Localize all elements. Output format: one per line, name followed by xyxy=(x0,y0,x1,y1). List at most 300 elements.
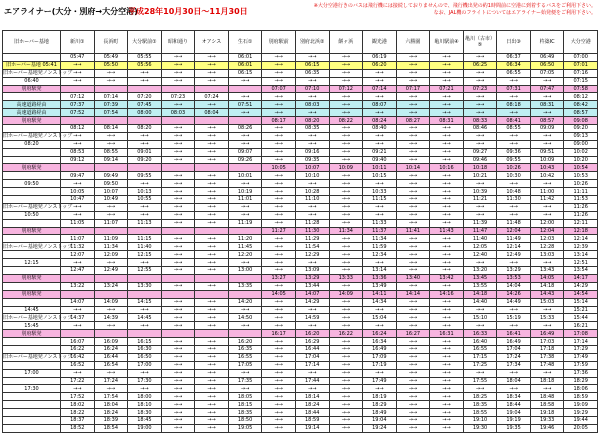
time-cell: →→ xyxy=(262,196,296,204)
time-cell xyxy=(94,117,128,125)
time-cell xyxy=(61,274,95,282)
time-cell xyxy=(61,290,95,298)
time-cell: →→ xyxy=(329,424,363,432)
row-label-cell: 高速道路経由 xyxy=(3,109,61,117)
time-cell: →→ xyxy=(262,77,296,85)
time-cell: 08:20 xyxy=(128,125,162,133)
time-cell: →→ xyxy=(262,306,296,314)
time-cell: →→ xyxy=(530,306,564,314)
time-cell: →→ xyxy=(396,361,430,369)
time-cell: 18:52 xyxy=(61,424,95,432)
time-cell: →→ xyxy=(262,211,296,219)
time-cell: →→ xyxy=(329,203,363,211)
time-cell: 11:45 xyxy=(228,243,262,251)
table-row xyxy=(3,416,598,424)
time-cell xyxy=(128,117,162,125)
time-cell: 18:59 xyxy=(564,393,598,401)
time-cell: →→ xyxy=(161,377,195,385)
time-cell: 06:20 xyxy=(363,61,397,69)
time-cell: →→ xyxy=(262,314,296,322)
time-cell: →→ xyxy=(430,259,464,267)
time-cell: 09:36 xyxy=(497,148,531,156)
time-cell: 14:26 xyxy=(497,290,531,298)
time-cell: →→ xyxy=(329,180,363,188)
row-label-cell: 08:20 xyxy=(3,140,61,148)
time-cell: →→ xyxy=(262,93,296,101)
time-cell: →→ xyxy=(497,369,531,377)
time-cell: →→ xyxy=(195,409,229,417)
time-cell: 18:39 xyxy=(94,416,128,424)
time-cell: 12:05 xyxy=(463,243,497,251)
time-cell: →→ xyxy=(430,211,464,219)
row-label-cell: 14:45 xyxy=(3,306,61,314)
time-cell: 09:20 xyxy=(128,156,162,164)
time-cell: 11:37 xyxy=(363,227,397,235)
time-cell: 18:30 xyxy=(128,409,162,417)
time-cell: →→ xyxy=(430,69,464,77)
time-cell: 11:00 xyxy=(530,188,564,196)
time-cell: →→ xyxy=(463,322,497,330)
time-cell: 13:44 xyxy=(295,282,329,290)
time-cell: 10:39 xyxy=(463,188,497,196)
time-cell: →→ xyxy=(396,251,430,259)
time-cell xyxy=(161,227,195,235)
time-cell: →→ xyxy=(61,180,95,188)
time-cell: 17:05 xyxy=(228,361,262,369)
time-cell: →→ xyxy=(262,369,296,377)
time-cell: →→ xyxy=(497,211,531,219)
time-cell: 18:54 xyxy=(94,424,128,432)
time-cell: 08:22 xyxy=(329,117,363,125)
time-cell: →→ xyxy=(463,369,497,377)
time-cell: 16:15 xyxy=(128,338,162,346)
time-cell: 09:14 xyxy=(94,156,128,164)
time-cell: 10:43 xyxy=(530,164,564,172)
time-cell xyxy=(195,274,229,282)
time-cell: →→ xyxy=(228,211,262,219)
time-cell: →→ xyxy=(530,211,564,219)
time-cell: 18:05 xyxy=(228,393,262,401)
time-cell: 16:35 xyxy=(228,345,262,353)
time-cell: 13:14 xyxy=(363,267,397,275)
time-cell: →→ xyxy=(262,156,296,164)
table-row xyxy=(3,235,598,243)
time-cell: →→ xyxy=(396,338,430,346)
time-cell: 16:54 xyxy=(94,361,128,369)
time-cell: 16:44 xyxy=(295,345,329,353)
time-cell: 13:53 xyxy=(497,274,531,282)
time-cell: →→ xyxy=(161,125,195,133)
time-cell: →→ xyxy=(329,251,363,259)
time-cell: 09:21 xyxy=(363,148,397,156)
time-cell: 12:14 xyxy=(497,243,531,251)
time-cell: 10:19 xyxy=(228,188,262,196)
time-cell: →→ xyxy=(329,282,363,290)
time-cell: 16:30 xyxy=(128,345,162,353)
row-label-cell xyxy=(3,148,61,156)
time-cell: →→ xyxy=(329,132,363,140)
time-cell: 14:14 xyxy=(396,290,430,298)
time-cell xyxy=(94,164,128,172)
time-cell xyxy=(128,85,162,93)
time-cell: 18:04 xyxy=(94,401,128,409)
time-cell: →→ xyxy=(262,140,296,148)
time-cell: 12:04 xyxy=(497,227,531,235)
time-cell: →→ xyxy=(61,132,95,140)
time-cell: 07:45 xyxy=(128,101,162,109)
time-cell: →→ xyxy=(262,298,296,306)
time-cell: →→ xyxy=(363,322,397,330)
time-cell: 17:14 xyxy=(295,361,329,369)
row-label-cell: 旧ホーバー基地発ノンストップ xyxy=(3,314,73,321)
time-cell: →→ xyxy=(262,361,296,369)
time-cell: →→ xyxy=(530,203,564,211)
time-cell: 16:20 xyxy=(295,330,329,338)
row-label-cell xyxy=(3,125,61,133)
time-cell: →→ xyxy=(128,322,162,330)
time-cell: 11:19 xyxy=(228,219,262,227)
time-cell: 14:29 xyxy=(295,298,329,306)
table-row xyxy=(3,203,598,211)
validity-period: 平成28年10月30日～11月30日 xyxy=(128,7,248,16)
time-cell: →→ xyxy=(161,361,195,369)
time-cell: 17:24 xyxy=(94,377,128,385)
time-cell: →→ xyxy=(195,298,229,306)
time-cell: →→ xyxy=(329,69,363,77)
table-row xyxy=(3,267,598,275)
time-cell: 15:14 xyxy=(564,298,598,306)
time-cell: →→ xyxy=(161,69,195,77)
time-cell: 11:15 xyxy=(363,196,397,204)
time-cell: 16:09 xyxy=(94,338,128,346)
time-cell: 11:07 xyxy=(94,219,128,227)
time-cell: 10:07 xyxy=(94,188,128,196)
time-cell: →→ xyxy=(430,101,464,109)
time-cell: 18:34 xyxy=(497,393,531,401)
time-cell xyxy=(228,117,262,125)
time-cell: →→ xyxy=(329,54,363,62)
time-cell: →→ xyxy=(430,267,464,275)
time-cell: 11:15 xyxy=(128,235,162,243)
time-cell: →→ xyxy=(195,416,229,424)
time-cell: →→ xyxy=(363,369,397,377)
time-cell: →→ xyxy=(94,306,128,314)
time-cell: →→ xyxy=(161,345,195,353)
time-cell xyxy=(94,227,128,235)
time-cell: →→ xyxy=(262,243,296,251)
time-cell: →→ xyxy=(61,385,95,393)
time-cell: 08:35 xyxy=(295,125,329,133)
time-cell: →→ xyxy=(329,77,363,85)
time-cell: →→ xyxy=(228,180,262,188)
time-cell: →→ xyxy=(463,93,497,101)
time-cell: →→ xyxy=(228,203,262,211)
time-cell: →→ xyxy=(161,385,195,393)
time-cell: 14:09 xyxy=(94,298,128,306)
time-cell: 17:08 xyxy=(564,330,598,338)
time-cell: 13:27 xyxy=(262,274,296,282)
time-cell: 07:52 xyxy=(61,109,95,117)
time-cell: 10:55 xyxy=(128,196,162,204)
time-cell: →→ xyxy=(195,140,229,148)
time-cell: →→ xyxy=(262,61,296,69)
time-cell: →→ xyxy=(228,385,262,393)
time-cell: 19:04 xyxy=(497,409,531,417)
time-cell: →→ xyxy=(61,322,95,330)
time-cell: 12:55 xyxy=(128,267,162,275)
time-cell: 17:48 xyxy=(530,361,564,369)
time-cell: 11:47 xyxy=(463,227,497,235)
time-cell: 12:20 xyxy=(228,251,262,259)
row-label-cell xyxy=(3,196,61,204)
row-label-cell: 15:45 xyxy=(3,322,61,330)
time-cell: →→ xyxy=(329,338,363,346)
notice-line: ※大分空港行きのバスは飛行機には接続しておりませんので、飛行機出発の約1時間前に空港に到着するバスをご利用下さい。 xyxy=(313,3,596,9)
time-cell: 08:31 xyxy=(530,101,564,109)
time-cell: 12:18 xyxy=(564,227,598,235)
time-cell: →→ xyxy=(161,77,195,85)
row-label-cell xyxy=(3,393,61,401)
time-cell: 16:34 xyxy=(363,338,397,346)
time-cell: 20:05 xyxy=(564,424,598,432)
time-cell: →→ xyxy=(497,385,531,393)
time-cell: →→ xyxy=(430,172,464,180)
table-row xyxy=(3,85,598,93)
time-cell: →→ xyxy=(363,385,397,393)
table-row xyxy=(3,172,598,180)
time-cell: →→ xyxy=(396,109,430,117)
table-row xyxy=(3,77,598,85)
table-row xyxy=(3,54,598,62)
time-cell: →→ xyxy=(329,125,363,133)
time-cell: 11:34 xyxy=(363,235,397,243)
time-cell: →→ xyxy=(295,203,329,211)
table-row xyxy=(3,109,598,117)
time-cell: 16:52 xyxy=(61,361,95,369)
time-cell: 11:28 xyxy=(295,219,329,227)
time-cell: →→ xyxy=(161,203,195,211)
time-cell: 06:34 xyxy=(497,61,531,69)
time-cell: →→ xyxy=(497,140,531,148)
row-label-cell: 06:40 xyxy=(3,77,61,85)
time-cell: →→ xyxy=(262,353,296,361)
time-cell xyxy=(161,290,195,298)
time-cell: 10:16 xyxy=(430,164,464,172)
time-cell: 11:29 xyxy=(295,235,329,243)
time-cell: 14:40 xyxy=(463,298,497,306)
time-cell: →→ xyxy=(396,353,430,361)
time-cell xyxy=(94,330,128,338)
time-cell: 13:43 xyxy=(530,267,564,275)
time-cell: →→ xyxy=(161,219,195,227)
time-cell: 11:11 xyxy=(564,188,598,196)
time-cell: 08:24 xyxy=(363,117,397,125)
time-cell: →→ xyxy=(161,282,195,290)
time-cell: →→ xyxy=(396,369,430,377)
time-cell: →→ xyxy=(262,385,296,393)
time-cell: →→ xyxy=(195,345,229,353)
time-cell: 12:00 xyxy=(530,219,564,227)
time-cell: 16:27 xyxy=(396,330,430,338)
time-cell: →→ xyxy=(94,69,128,77)
time-cell: 16:20 xyxy=(228,338,262,346)
time-cell: →→ xyxy=(195,282,229,290)
time-cell: →→ xyxy=(430,54,464,62)
time-cell: 17:35 xyxy=(228,377,262,385)
time-cell: 12:15 xyxy=(128,251,162,259)
time-cell xyxy=(228,227,262,235)
time-cell: 17:34 xyxy=(497,361,531,369)
time-cell: →→ xyxy=(262,125,296,133)
time-cell: 10:30 xyxy=(497,172,531,180)
time-cell: →→ xyxy=(430,180,464,188)
time-cell: →→ xyxy=(329,219,363,227)
time-cell: 15:04 xyxy=(363,314,397,322)
time-cell: →→ xyxy=(329,393,363,401)
row-label-cell: 別府駅発 xyxy=(3,164,61,172)
time-cell: →→ xyxy=(396,211,430,219)
time-cell: 11:01 xyxy=(228,196,262,204)
time-cell: 11:26 xyxy=(564,211,598,219)
time-cell: →→ xyxy=(363,259,397,267)
row-label-cell: 旧ホーバー基地発ノンストップ xyxy=(3,133,73,140)
time-cell: →→ xyxy=(396,125,430,133)
time-cell: →→ xyxy=(161,243,195,251)
row-label-cell xyxy=(3,338,61,346)
time-cell: →→ xyxy=(430,196,464,204)
time-cell: 14:20 xyxy=(228,298,262,306)
time-cell: 12:47 xyxy=(61,267,95,275)
row-label-cell xyxy=(3,401,61,409)
time-cell: 17:15 xyxy=(463,353,497,361)
time-cell: →→ xyxy=(396,267,430,275)
time-cell: 07:10 xyxy=(295,85,329,93)
time-cell: →→ xyxy=(195,180,229,188)
time-cell: 10:05 xyxy=(61,188,95,196)
time-cell: →→ xyxy=(295,306,329,314)
time-cell: 19:00 xyxy=(128,424,162,432)
time-cell: 11:40 xyxy=(128,243,162,251)
time-cell: 17:24 xyxy=(497,353,531,361)
timetable-header-row xyxy=(3,31,598,54)
time-cell: 08:04 xyxy=(195,109,229,117)
time-cell: →→ xyxy=(396,377,430,385)
time-cell: →→ xyxy=(61,61,95,69)
time-cell: 11:34 xyxy=(94,243,128,251)
time-cell: →→ xyxy=(396,416,430,424)
time-cell: →→ xyxy=(195,196,229,204)
time-cell: →→ xyxy=(195,243,229,251)
row-label-cell: 別府駅発 xyxy=(3,85,61,93)
row-label-cell xyxy=(3,282,61,290)
time-cell: 08:31 xyxy=(430,117,464,125)
column-header: 杵築IC xyxy=(530,31,564,54)
time-cell: 18:29 xyxy=(564,377,598,385)
time-cell: →→ xyxy=(161,156,195,164)
notice-line: なお、JAL機のフライトについてはエアライナー始発便をご利用下さい。 xyxy=(433,10,596,16)
time-cell xyxy=(161,85,195,93)
time-cell xyxy=(195,85,229,93)
table-row xyxy=(3,322,598,330)
time-cell: 16:50 xyxy=(128,353,162,361)
time-cell: →→ xyxy=(161,338,195,346)
time-cell: →→ xyxy=(497,109,531,117)
time-cell: 17:36 xyxy=(564,369,598,377)
time-cell: →→ xyxy=(195,322,229,330)
time-cell: →→ xyxy=(463,306,497,314)
time-cell xyxy=(228,290,262,298)
time-cell xyxy=(61,164,95,172)
time-cell: →→ xyxy=(530,77,564,85)
time-cell: 08:55 xyxy=(94,148,128,156)
time-cell: 11:21 xyxy=(463,196,497,204)
time-cell: →→ xyxy=(262,424,296,432)
time-cell: 19:14 xyxy=(295,424,329,432)
time-cell: →→ xyxy=(329,267,363,275)
time-cell: 18:44 xyxy=(295,409,329,417)
time-cell: →→ xyxy=(396,322,430,330)
time-cell: 10:05 xyxy=(262,164,296,172)
time-cell: 07:54 xyxy=(94,109,128,117)
time-cell: →→ xyxy=(463,211,497,219)
time-cell: →→ xyxy=(262,267,296,275)
time-cell: 06:15 xyxy=(295,61,329,69)
time-cell: →→ xyxy=(295,77,329,85)
time-cell: 16:42 xyxy=(61,353,95,361)
time-cell: →→ xyxy=(262,393,296,401)
time-cell: 18:06 xyxy=(564,385,598,393)
time-cell xyxy=(195,330,229,338)
time-cell: →→ xyxy=(396,298,430,306)
time-cell: →→ xyxy=(396,243,430,251)
time-cell: →→ xyxy=(262,219,296,227)
time-cell: 16:55 xyxy=(228,353,262,361)
time-cell: 08:18 xyxy=(497,101,531,109)
time-cell xyxy=(128,164,162,172)
time-cell: 07:23 xyxy=(161,93,195,101)
time-cell: 07:58 xyxy=(564,85,598,93)
time-cell: →→ xyxy=(329,101,363,109)
row-label-cell: 高速道路経由 xyxy=(3,101,61,109)
time-cell: 18:25 xyxy=(463,393,497,401)
row-label-cell: 09:50 xyxy=(3,180,61,188)
time-cell: →→ xyxy=(161,424,195,432)
time-cell: →→ xyxy=(161,401,195,409)
time-cell: 07:14 xyxy=(363,85,397,93)
row-label-cell: 17:30 xyxy=(3,385,61,393)
time-cell: →→ xyxy=(195,424,229,432)
time-cell: →→ xyxy=(430,385,464,393)
table-row xyxy=(3,298,598,306)
time-cell: →→ xyxy=(497,93,531,101)
time-cell: 19:09 xyxy=(564,401,598,409)
time-cell: 09:55 xyxy=(497,156,531,164)
time-cell xyxy=(128,290,162,298)
time-cell: 16:49 xyxy=(497,338,531,346)
time-cell: →→ xyxy=(128,180,162,188)
time-cell: 14:17 xyxy=(564,274,598,282)
time-cell: →→ xyxy=(128,385,162,393)
table-row xyxy=(3,117,598,125)
time-cell: 13:45 xyxy=(463,274,497,282)
time-cell: 14:05 xyxy=(262,290,296,298)
time-cell: →→ xyxy=(61,69,95,77)
time-cell: →→ xyxy=(161,61,195,69)
time-cell: →→ xyxy=(430,77,464,85)
time-cell: →→ xyxy=(295,211,329,219)
time-cell: 18:44 xyxy=(497,401,531,409)
time-cell: 19:24 xyxy=(363,424,397,432)
